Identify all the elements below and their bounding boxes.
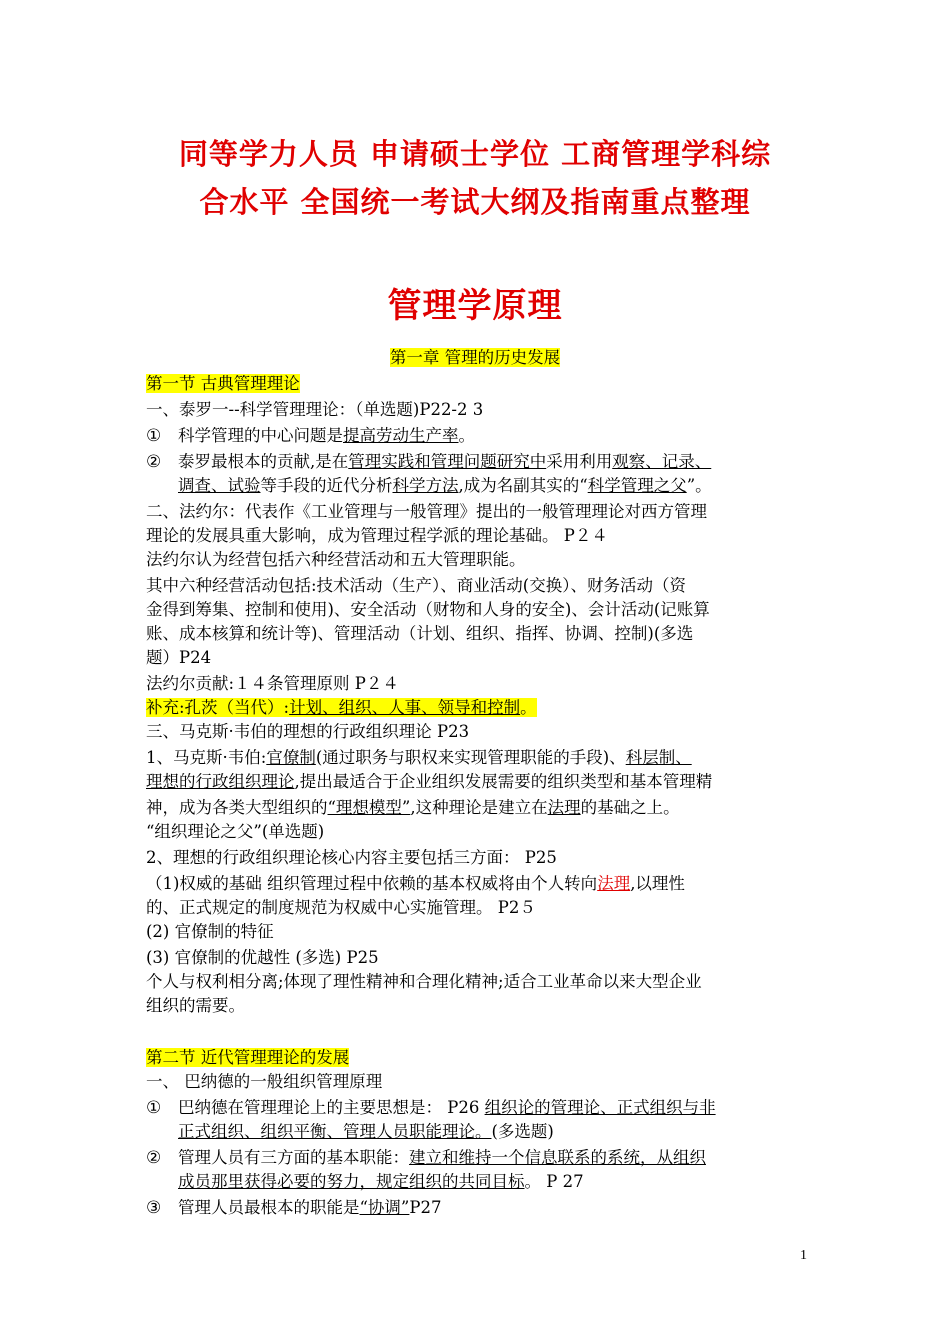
taylor-point-2: 泰罗最根本的贡献,是在管理实践和管理问题研究中采用利用观察、记录、 (178, 452, 712, 471)
barnard-point-1: 巴纳德在管理理论上的主要思想是： P26 组织论的管理论、正式组织与非 (178, 1098, 716, 1117)
weber-heading: 三、马克斯·韦伯的理想的行政组织理论 P23 (146, 722, 470, 741)
weber-line-10: 个人与权利相分离;体现了理性精神和合理化精神;适合工业革命以来大型企业 (146, 972, 702, 991)
fayol-heading: 二、法约尔：代表作《工业管理与一般管理》提出的一般管理理论对西方管理 (146, 502, 707, 521)
fayol-line-2: 其中六种经营活动包括:技术活动（生产）、商业活动(交换）、财务活动（资 (146, 576, 686, 595)
section1-heading: 第一节 古典管理理论 (146, 374, 300, 393)
weber-line-11: 组织的需要。 (146, 996, 245, 1015)
fayol-line-6: 法约尔贡献:１４条管理原则 P２４ (146, 674, 399, 693)
barnard-point-2-cont: 成员那里获得必要的努力，规定组织的共同目标。 P 27 (178, 1172, 584, 1191)
weber-line-5: 2、理想的行政组织理论核心内容主要包括三方面： P25 (146, 848, 557, 867)
weber-line-9: (3) 官僚制的优越性 (多选) P25 (146, 948, 379, 967)
fayol-line-1: 法约尔认为经营包括六种经营活动和五大管理职能。 (146, 550, 526, 569)
subject-title: 管理学原理 (387, 286, 563, 326)
taylor-heading: 一、泰罗一--科学管理理论：（单选题)P22-2 3 (146, 400, 484, 419)
barnard-heading: 一、 巴纳德的一般组织管理原理 (146, 1072, 383, 1091)
weber-line-7: 的、正式规定的制度规范为权威中心实施管理。 P2５ (146, 898, 536, 917)
fayol-line-4: 账、成本核算和统计等)、管理活动（计划、组织、指挥、协调、控制)(多选 (146, 624, 694, 643)
weber-line-3: 神，成为各类大型组织的“理想模型”,这种理论是建立在法理的基础之上。 (146, 798, 680, 817)
taylor-point-1: 科学管理的中心问题是提高劳动生产率。 (178, 426, 475, 445)
weber-line-1: 1、马克斯·韦伯:官僚制(通过职务与职权来实现管理职能的手段)、科层制、 (146, 748, 692, 767)
page-number: 1 (800, 1248, 807, 1263)
list-marker-b1: ① (146, 1098, 162, 1118)
fayol-line-5: 题）P24 (146, 648, 212, 667)
weber-line-8: (2) 官僚制的特征 (146, 922, 274, 941)
chapter-heading: 第一章 管理的历史发展 (389, 348, 561, 367)
weber-line-4: “组织理论之父”(单选题) (146, 822, 325, 841)
barnard-point-1-cont: 正式组织、组织平衡、管理人员职能理论。(多选题) (178, 1122, 554, 1141)
supplement-koontz: 补充:孔茨（当代）:计划、组织、人事、领导和控制。 (146, 698, 537, 717)
barnard-point-2: 管理人员有三方面的基本职能：建立和维持一个信息联系的系统，从组织 (178, 1148, 706, 1167)
document-title-line-2: 合水平 全国统一考试大纲及指南重点整理 (199, 185, 751, 219)
list-marker-2: ② (146, 452, 162, 472)
weber-line-2: 理想的行政组织理论,提出最适合于企业组织发展需要的组织类型和基本管理精 (146, 772, 713, 791)
fayol-line-3: 金得到筹集、控制和使用)、安全活动（财物和人身的安全)、会计活动(记账算 (146, 600, 710, 619)
document-title-line-1: 同等学力人员 申请硕士学位 工商管理学科综 (178, 137, 772, 171)
fayol-heading-cont: 理论的发展具重大影响，成为管理过程学派的理论基础。 P２４ (146, 526, 608, 545)
list-marker-1: ① (146, 426, 162, 446)
list-marker-b2: ② (146, 1148, 162, 1168)
section2-heading: 第二节 近代管理理论的发展 (146, 1048, 350, 1067)
list-marker-b3: ③ (146, 1198, 162, 1218)
barnard-point-3: 管理人员最根本的职能是“协调”P27 (178, 1198, 442, 1217)
weber-line-6: （1)权威的基础 组织管理过程中依赖的基本权威将由个人转向法理,以理性 (146, 874, 685, 893)
taylor-point-2-cont: 调查、试验等手段的近代分析科学方法,成为名副其实的“科学管理之父”。 (178, 476, 712, 495)
